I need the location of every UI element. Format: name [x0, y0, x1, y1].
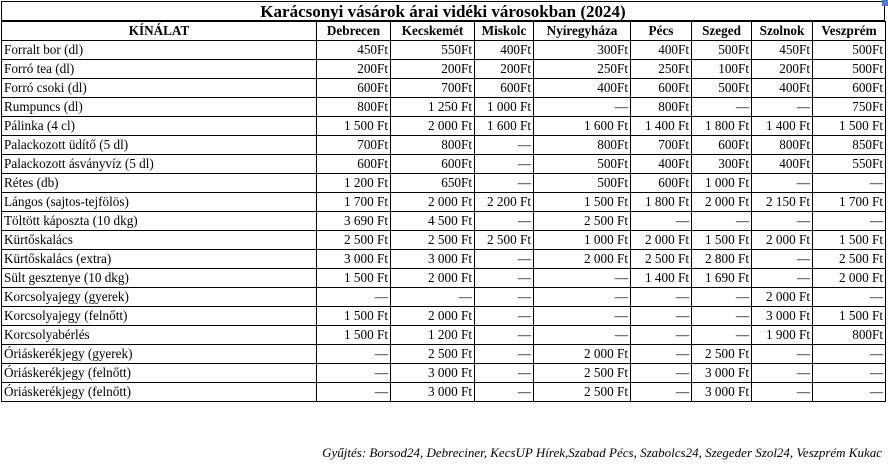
price-cell: —: [631, 364, 692, 383]
column-header-city: Veszprém: [813, 22, 886, 41]
price-cell: 2 200 Ft: [475, 193, 534, 212]
price-cell: —: [752, 98, 813, 117]
table-row: [2, 193, 886, 212]
table-row: [2, 383, 886, 402]
table-row: [2, 288, 886, 307]
price-cell: 1 400 Ft: [752, 117, 813, 136]
price-cell: 2 000 Ft: [391, 307, 475, 326]
price-cell: 3 000 Ft: [391, 383, 475, 402]
price-cell: —: [475, 345, 534, 364]
price-cell: 2 000 Ft: [752, 288, 813, 307]
price-cell: —: [692, 212, 752, 231]
price-cell: 1 690 Ft: [692, 269, 752, 288]
price-cell: 3 000 Ft: [391, 250, 475, 269]
price-cell: 1 400 Ft: [631, 117, 692, 136]
table-row: [2, 364, 886, 383]
table-row: [2, 98, 886, 117]
price-cell: 1 900 Ft: [752, 326, 813, 345]
price-cell: 400Ft: [631, 41, 692, 60]
price-cell: 2 000 Ft: [534, 250, 631, 269]
table-row: [2, 79, 886, 98]
item-name-cell: Rétes (db): [2, 174, 317, 193]
price-cell: 500Ft: [534, 174, 631, 193]
price-cell: —: [813, 174, 886, 193]
table-row: [2, 155, 886, 174]
price-cell: —: [317, 288, 391, 307]
price-cell: 2 500 Ft: [813, 250, 886, 269]
price-cell: 1 500 Ft: [813, 307, 886, 326]
price-cell: 250Ft: [631, 60, 692, 79]
price-table: [1, 21, 886, 402]
price-cell: 2 500 Ft: [631, 250, 692, 269]
price-cell: 400Ft: [475, 41, 534, 60]
corner-marker: [882, 0, 888, 6]
source-note: Gyűjtés: Borsod24, Debreciner, KecsUP Hírek,Szabad Pécs, Szabolcs24, Szegeder Szol24, Veszprém Kukac: [322, 445, 882, 460]
price-cell: —: [534, 307, 631, 326]
price-cell: 1 600 Ft: [534, 117, 631, 136]
price-cell: 600Ft: [631, 79, 692, 98]
price-cell: 600Ft: [317, 79, 391, 98]
price-cell: 1 800 Ft: [631, 193, 692, 212]
price-cell: —: [692, 307, 752, 326]
table-row: [2, 307, 886, 326]
table-row: [2, 326, 886, 345]
price-cell: 2 000 Ft: [692, 193, 752, 212]
price-cell: —: [752, 174, 813, 193]
price-cell: 2 000 Ft: [631, 231, 692, 250]
price-cell: 600Ft: [813, 79, 886, 98]
price-cell: —: [752, 269, 813, 288]
price-cell: 2 000 Ft: [391, 269, 475, 288]
price-cell: 600Ft: [631, 174, 692, 193]
table-row: [2, 174, 886, 193]
price-cell: 400Ft: [752, 79, 813, 98]
item-name-cell: Lángos (sajtos-tejfölös): [2, 193, 317, 212]
price-cell: 800Ft: [534, 136, 631, 155]
price-cell: —: [534, 288, 631, 307]
price-cell: —: [475, 174, 534, 193]
price-cell: 750Ft: [813, 98, 886, 117]
price-cell: —: [631, 345, 692, 364]
price-cell: 450Ft: [752, 41, 813, 60]
table-row: [2, 345, 886, 364]
price-cell: —: [475, 136, 534, 155]
price-cell: —: [692, 98, 752, 117]
column-header-city: Szeged: [692, 22, 752, 41]
column-header-offer: KÍNÁLAT: [2, 22, 317, 41]
price-cell: 2 000 Ft: [752, 231, 813, 250]
price-cell: 300Ft: [692, 155, 752, 174]
price-cell: 2 500 Ft: [317, 231, 391, 250]
item-name-cell: Forró csoki (dl): [2, 79, 317, 98]
price-cell: 100Ft: [692, 60, 752, 79]
price-cell: —: [813, 288, 886, 307]
price-cell: 4 500 Ft: [391, 212, 475, 231]
price-cell: —: [317, 364, 391, 383]
price-cell: 3 000 Ft: [692, 383, 752, 402]
price-cell: —: [631, 212, 692, 231]
table-row: [2, 250, 886, 269]
price-cell: 200Ft: [317, 60, 391, 79]
price-cell: 1 000 Ft: [534, 231, 631, 250]
item-name-cell: Sült gesztenye (10 dkg): [2, 269, 317, 288]
price-cell: —: [317, 383, 391, 402]
item-name-cell: Óriáskerékjegy (gyerek): [2, 345, 317, 364]
price-cell: 1 250 Ft: [391, 98, 475, 117]
item-name-cell: Óriáskerékjegy (felnőtt): [2, 364, 317, 383]
price-cell: 550Ft: [813, 155, 886, 174]
price-cell: 500Ft: [692, 41, 752, 60]
price-cell: —: [631, 326, 692, 345]
price-cell: —: [752, 383, 813, 402]
price-cell: 2 000 Ft: [534, 345, 631, 364]
price-cell: 1 500 Ft: [534, 193, 631, 212]
price-cell: 1 500 Ft: [317, 307, 391, 326]
price-cell: —: [475, 383, 534, 402]
table-body: [2, 41, 886, 402]
price-cell: 550Ft: [391, 41, 475, 60]
price-cell: —: [475, 212, 534, 231]
price-cell: 1 500 Ft: [692, 231, 752, 250]
column-header-city: Kecskemét: [391, 22, 475, 41]
item-name-cell: Forró tea (dl): [2, 60, 317, 79]
price-cell: 600Ft: [692, 136, 752, 155]
price-cell: —: [813, 212, 886, 231]
table-row: [2, 231, 886, 250]
price-cell: 2 000 Ft: [813, 269, 886, 288]
price-cell: 3 000 Ft: [391, 364, 475, 383]
price-cell: 1 700 Ft: [317, 193, 391, 212]
price-cell: 200Ft: [391, 60, 475, 79]
price-cell: —: [752, 345, 813, 364]
item-name-cell: Kürtőskalács (extra): [2, 250, 317, 269]
item-name-cell: Korcsolyajegy (felnőtt): [2, 307, 317, 326]
price-cell: —: [534, 326, 631, 345]
price-cell: —: [692, 288, 752, 307]
item-name-cell: Korcsolyabérlés: [2, 326, 317, 345]
price-cell: 3 000 Ft: [317, 250, 391, 269]
price-cell: 450Ft: [317, 41, 391, 60]
price-cell: —: [475, 288, 534, 307]
price-cell: —: [752, 364, 813, 383]
price-cell: 300Ft: [534, 41, 631, 60]
item-name-cell: Forralt bor (dl): [2, 41, 317, 60]
price-cell: 1 200 Ft: [317, 174, 391, 193]
column-header-city: Debrecen: [317, 22, 391, 41]
price-cell: —: [317, 345, 391, 364]
price-cell: —: [534, 269, 631, 288]
table-row: [2, 60, 886, 79]
price-cell: 800Ft: [813, 326, 886, 345]
price-cell: —: [475, 364, 534, 383]
table-row: [2, 41, 886, 60]
price-cell: 2 000 Ft: [391, 193, 475, 212]
price-cell: 400Ft: [534, 79, 631, 98]
column-header-city: Miskolc: [475, 22, 534, 41]
price-cell: 1 500 Ft: [317, 269, 391, 288]
price-cell: 600Ft: [317, 155, 391, 174]
price-cell: —: [475, 250, 534, 269]
price-cell: —: [692, 326, 752, 345]
price-cell: —: [752, 212, 813, 231]
price-cell: 1 200 Ft: [391, 326, 475, 345]
price-cell: 1 500 Ft: [317, 117, 391, 136]
price-cell: 800Ft: [391, 136, 475, 155]
column-header-city: Nyíregyháza: [534, 22, 631, 41]
price-cell: —: [631, 383, 692, 402]
price-cell: 200Ft: [752, 60, 813, 79]
price-cell: —: [391, 288, 475, 307]
price-cell: 2 500 Ft: [534, 212, 631, 231]
price-cell: 500Ft: [813, 41, 886, 60]
column-header-city: Szolnok: [752, 22, 813, 41]
price-cell: 1 000 Ft: [475, 98, 534, 117]
price-cell: 1 400 Ft: [631, 269, 692, 288]
price-cell: 2 800 Ft: [692, 250, 752, 269]
price-cell: 700Ft: [317, 136, 391, 155]
price-cell: 1 700 Ft: [813, 193, 886, 212]
price-cell: 800Ft: [752, 136, 813, 155]
table-row: [2, 269, 886, 288]
price-cell: 800Ft: [317, 98, 391, 117]
price-cell: 2 500 Ft: [391, 231, 475, 250]
item-name-cell: Töltött káposzta (10 dkg): [2, 212, 317, 231]
price-cell: 2 500 Ft: [534, 364, 631, 383]
item-name-cell: Kürtőskalács: [2, 231, 317, 250]
item-name-cell: Korcsolyajegy (gyerek): [2, 288, 317, 307]
price-cell: 250Ft: [534, 60, 631, 79]
price-cell: —: [813, 383, 886, 402]
item-name-cell: Pálinka (4 cl): [2, 117, 317, 136]
price-cell: 2 000 Ft: [391, 117, 475, 136]
price-cell: 2 150 Ft: [752, 193, 813, 212]
price-cell: —: [534, 98, 631, 117]
price-cell: 2 500 Ft: [534, 383, 631, 402]
price-cell: 500Ft: [692, 79, 752, 98]
table-title: Karácsonyi vásárok árai vidéki városokban (2024): [1, 1, 885, 21]
price-cell: 2 500 Ft: [475, 231, 534, 250]
price-cell: 850Ft: [813, 136, 886, 155]
price-cell: —: [631, 288, 692, 307]
price-cell: 400Ft: [631, 155, 692, 174]
price-cell: —: [813, 345, 886, 364]
price-cell: 500Ft: [813, 60, 886, 79]
price-cell: —: [475, 155, 534, 174]
table-row: [2, 136, 886, 155]
price-cell: 600Ft: [391, 155, 475, 174]
price-cell: 3 690 Ft: [317, 212, 391, 231]
price-cell: 1 600 Ft: [475, 117, 534, 136]
price-cell: 400Ft: [752, 155, 813, 174]
table-row: [2, 212, 886, 231]
item-name-cell: Palackozott ásványvíz (5 dl): [2, 155, 317, 174]
price-cell: 2 500 Ft: [692, 345, 752, 364]
price-cell: —: [752, 250, 813, 269]
price-cell: 3 000 Ft: [752, 307, 813, 326]
header-row: [2, 22, 886, 41]
item-name-cell: Óriáskerékjegy (felnőtt): [2, 383, 317, 402]
price-cell: 1 500 Ft: [813, 117, 886, 136]
price-cell: 800Ft: [631, 98, 692, 117]
price-cell: —: [475, 307, 534, 326]
price-cell: 2 500 Ft: [391, 345, 475, 364]
price-cell: 1 500 Ft: [317, 326, 391, 345]
price-cell: 700Ft: [391, 79, 475, 98]
price-cell: 500Ft: [534, 155, 631, 174]
price-cell: 200Ft: [475, 60, 534, 79]
price-cell: —: [475, 269, 534, 288]
item-name-cell: Rumpuncs (dl): [2, 98, 317, 117]
price-cell: 600Ft: [475, 79, 534, 98]
table-row: [2, 117, 886, 136]
price-cell: 650Ft: [391, 174, 475, 193]
price-cell: —: [631, 307, 692, 326]
price-cell: 1 500 Ft: [813, 231, 886, 250]
column-header-city: Pécs: [631, 22, 692, 41]
price-cell: 1 800 Ft: [692, 117, 752, 136]
price-cell: —: [475, 326, 534, 345]
price-cell: —: [813, 364, 886, 383]
item-name-cell: Palackozott üdítő (5 dl): [2, 136, 317, 155]
price-cell: 3 000 Ft: [692, 364, 752, 383]
price-cell: 1 000 Ft: [692, 174, 752, 193]
price-cell: 700Ft: [631, 136, 692, 155]
